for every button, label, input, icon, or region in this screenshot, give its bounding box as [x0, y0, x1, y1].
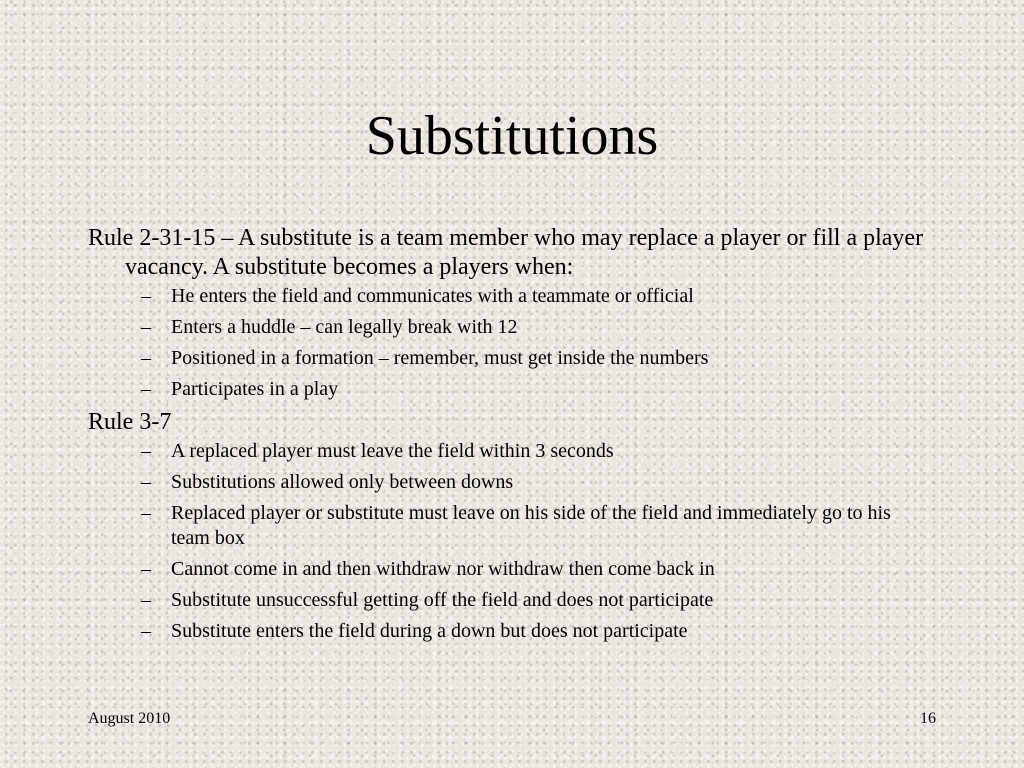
dash-bullet-icon: –	[141, 471, 151, 493]
rule-3-7-heading: Rule 3-7	[88, 409, 172, 435]
list-item	[88, 346, 928, 371]
dash-bullet-icon: –	[141, 440, 151, 462]
list-item	[88, 557, 928, 582]
dash-bullet-icon: –	[141, 558, 151, 580]
list-item	[88, 377, 928, 402]
slide-body	[88, 224, 928, 650]
list-item-text: Enters a huddle – can legally break with 12	[171, 316, 518, 338]
list-item	[88, 284, 928, 309]
list-item-text: Participates in a play	[171, 378, 339, 400]
dash-bullet-icon: –	[141, 378, 151, 400]
list-item	[88, 588, 928, 613]
dash-bullet-icon: –	[141, 502, 151, 524]
list-item	[88, 439, 928, 464]
list-item-text: He enters the field and communicates with a teammate or official	[171, 285, 694, 307]
dash-bullet-icon: –	[141, 589, 151, 611]
list-item-text: Replaced player or substitute must leave on his side of the field and immediately go to his team box	[171, 502, 891, 549]
page-number: 16	[920, 710, 936, 727]
list-item	[88, 315, 928, 340]
list-item	[88, 619, 928, 644]
list-item	[88, 501, 928, 551]
dash-bullet-icon: –	[141, 316, 151, 338]
list-item-text: Substitutions allowed only between downs	[171, 471, 514, 493]
rule-2-31-15-heading: Rule 2-31-15 – A substitute is a team member who may replace a player or fill a player vacancy. A substitute becomes a players when:	[88, 225, 924, 280]
list-item-text: Cannot come in and then withdraw nor withdraw then come back in	[171, 558, 715, 580]
list-item-text: Substitute unsuccessful getting off the field and does not participate	[171, 589, 714, 611]
list-item-text: Positioned in a formation – remember, must get inside the numbers	[171, 347, 709, 369]
slide-title: Substitutions	[365, 105, 659, 167]
list-item-text: Substitute enters the field during a down but does not participate	[171, 620, 688, 642]
dash-bullet-icon: –	[141, 620, 151, 642]
dash-bullet-icon: –	[141, 285, 151, 307]
footer-date: August 2010	[88, 710, 171, 727]
list-item-text: A replaced player must leave the field within 3 seconds	[171, 440, 614, 462]
dash-bullet-icon: –	[141, 347, 151, 369]
list-item	[88, 470, 928, 495]
